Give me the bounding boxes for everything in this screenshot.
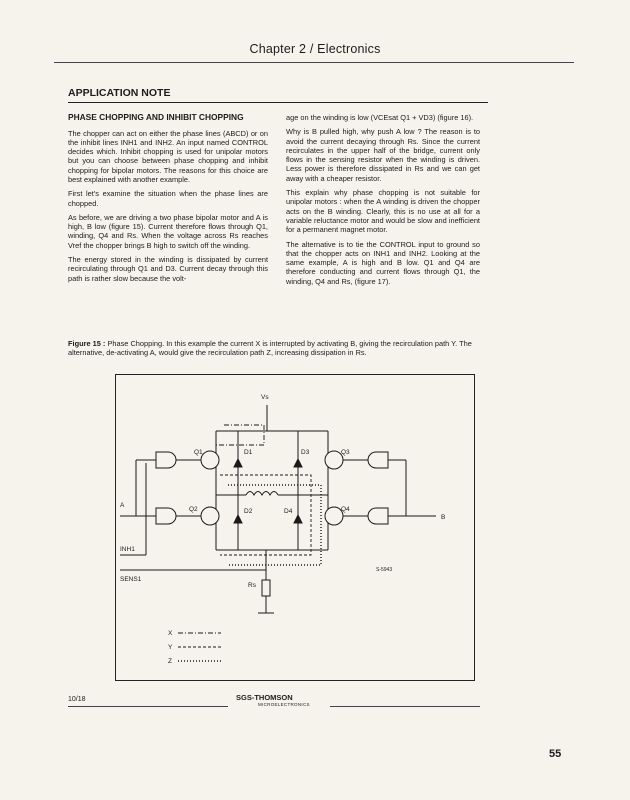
footer-rule-left xyxy=(68,706,228,707)
brand-logo xyxy=(236,693,310,707)
paragraph: As before, we are driving a two phase bipolar motor and A is high, B low (figure 15). Current therefore flows through Q1, winding, Q4 and Rs. When the voltage across Rs reaches Vref the chopper brings B high to switch off the winding. xyxy=(68,212,268,250)
brand-sub: MICROELECTRONICS xyxy=(258,702,310,707)
gate-top-left xyxy=(156,452,176,468)
right-column xyxy=(286,113,480,291)
paragraph: age on the winding is low (VCEsat Q1 + VD3) (figure 16). xyxy=(286,113,474,122)
figure-caption xyxy=(68,339,488,358)
gate-top-right xyxy=(368,452,388,468)
label-q4: Q4 xyxy=(341,506,350,513)
left-column xyxy=(68,113,268,288)
paragraph: The energy stored in the winding is dissipated by current recirculating through Q1 and D3. Current decay through this path is rather slow because the volt- xyxy=(68,255,268,283)
page-index: 10/18 xyxy=(68,696,86,703)
page-number: 55 xyxy=(549,748,562,760)
circuit-diagram xyxy=(116,375,474,680)
paragraph: The alternative is to tie the CONTROL input to ground so that the chopper acts on INH1 and INH2. Looking at the same example, A is high and B low. Q1 and Q4 are therefore conducting and current flows through Q1, the winding, Q4 and Rs, (figure 17). xyxy=(286,239,480,286)
paragraph: First let's examine the situation when the phase lines are chopped. xyxy=(68,189,268,208)
label-sense: SENS1 xyxy=(120,576,142,583)
footer-rule-right xyxy=(330,706,480,707)
label-inh1: INH1 xyxy=(120,546,135,553)
paragraph: This explain why phase chopping is not suitable for unipolar motors : when the A winding is driven the chopper acts on the B winding. Clearly, this is no use at all for a variable reluctance motor and would be slow and inefficient for a permanent magnet motor. xyxy=(286,188,480,235)
transistor-q1 xyxy=(201,451,219,469)
header-rule xyxy=(54,62,574,63)
article-title: PHASE CHOPPING AND INHIBIT CHOPPING xyxy=(68,112,244,122)
figure-caption-label: Figure 15 : xyxy=(68,339,106,348)
gate-bottom-left xyxy=(156,508,176,524)
label-d4: D4 xyxy=(284,508,293,515)
paragraph: The chopper can act on either the phase lines (ABCD) or on the inhibit lines INH1 and INH2. An input named CONTROL decides which. Inhibit chopping is used for unipolar motors but you can choose between phase chopping and inhibit chopping for bipolar motors. The reasons for this choice are best explained with another example. xyxy=(68,128,268,184)
label-vs: Vs xyxy=(261,394,269,401)
legend-y: Y xyxy=(168,644,173,651)
paragraph: Why is B pulled high, why push A low ? The reason is to avoid the current decaying through Rs. Since the current recirculates in the upper half of the bridge, current only flows in the sensing resistor when the winding is driven. Less power is therefore dissipated in Rs and we can get away with a cheaper resistor. xyxy=(286,127,480,183)
label-b: B xyxy=(441,514,446,521)
path-z xyxy=(228,485,321,565)
motor-winding xyxy=(246,492,278,496)
section-title: APPLICATION NOTE xyxy=(68,87,171,99)
figure-caption-text: Phase Chopping. In this example the current X is interrupted by activating B, giving the recirculation path Y. The alternative, de-activating A, would give the recirculation path Z, increasing dissipation in Rs. xyxy=(68,339,472,358)
gate-bottom-right xyxy=(368,508,388,524)
label-q2: Q2 xyxy=(189,506,198,513)
label-d2: D2 xyxy=(244,508,253,515)
label-a: A xyxy=(120,502,125,509)
sense-resistor xyxy=(262,580,270,596)
figure-frame xyxy=(115,374,475,681)
brand-name: SGS-THOMSON xyxy=(236,693,293,702)
legend-z: Z xyxy=(168,658,172,665)
label-d3: D3 xyxy=(301,449,310,456)
legend-x: X xyxy=(168,630,173,637)
label-q3: Q3 xyxy=(341,449,350,456)
label-ref: S-5943 xyxy=(376,567,393,573)
section-rule xyxy=(68,102,488,103)
label-q1: Q1 xyxy=(194,449,203,456)
chapter-header: Chapter 2 / Electronics xyxy=(249,42,381,56)
diode-d4 xyxy=(294,515,302,523)
transistor-q2 xyxy=(201,507,219,525)
path-y xyxy=(220,475,311,555)
diode-d2 xyxy=(234,515,242,523)
label-rs: Rs xyxy=(248,582,256,589)
label-d1: D1 xyxy=(244,449,253,456)
path-x xyxy=(216,425,264,445)
